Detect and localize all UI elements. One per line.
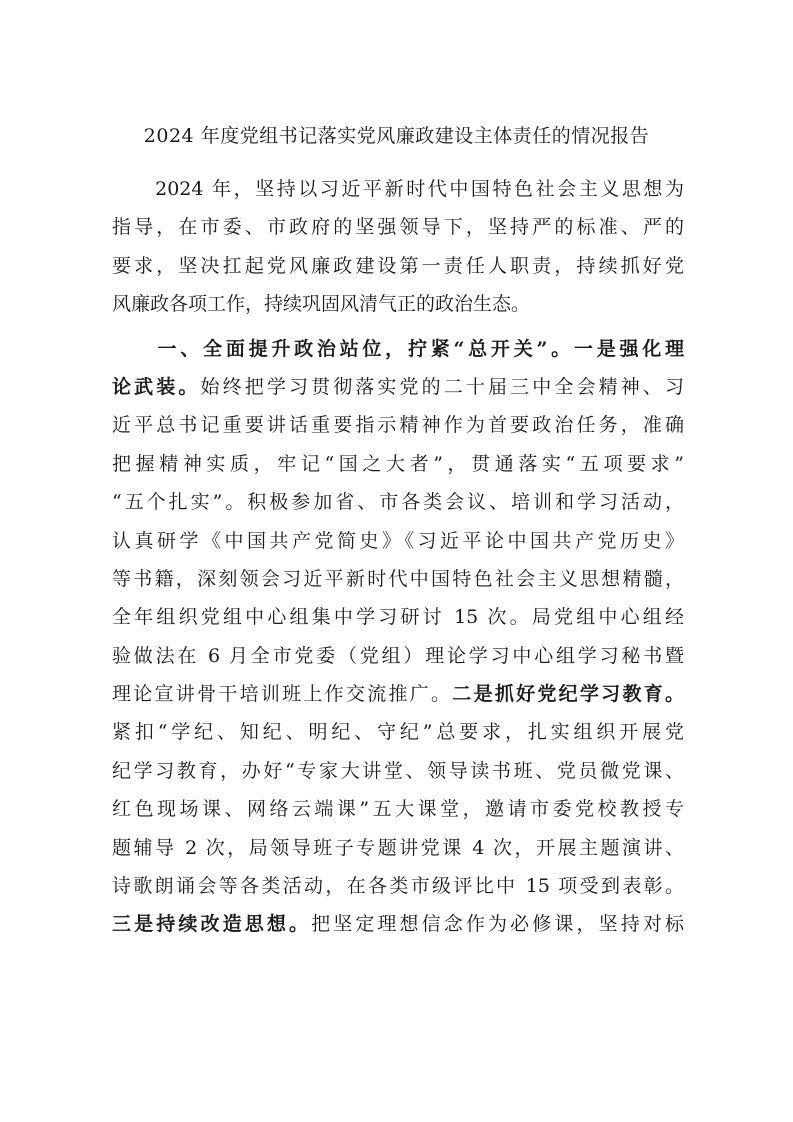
text-line [112, 637, 684, 675]
text-segment: 验做法在 6 月全市党委（党组）理论学习中心组学习秘书暨 [112, 644, 684, 667]
text-line [112, 247, 684, 285]
text-line [112, 675, 684, 713]
text-segment: 全年组织党组中心组集中学习研讨 15 次。局党组中心组经 [112, 606, 684, 629]
text-line [112, 829, 684, 867]
document-title: 2024 年度党组书记落实党风廉政建设主体责任的情况报告 [143, 125, 650, 147]
text-line [112, 752, 684, 790]
document-body [112, 170, 684, 944]
text-segment: “五个扎实”。积极参加省、市各类会议、培训和学习活动， [112, 491, 684, 514]
text-line [112, 170, 684, 208]
text-line [112, 208, 684, 246]
text-segment: 诗歌朗诵会等各类活动，在各类市级评比中 15 项受到表彰。 [112, 875, 684, 898]
text-segment: 题辅导 2 次，局领导班子专题讲党课 4 次，开展主题演讲、 [112, 836, 684, 859]
text-segment: 近平总书记重要讲话重要指示精神作为首要政治任务，准确 [112, 414, 684, 437]
paragraph [112, 330, 684, 944]
text-line [112, 483, 684, 521]
text-segment: 2024 年，坚持以习近平新时代中国特色社会主义思想为 [112, 178, 684, 200]
text-line [112, 368, 684, 406]
text-segment: 等书籍，深刻领会习近平新时代中国特色社会主义思想精髓， [112, 567, 684, 590]
text-line [112, 406, 684, 444]
bold-text: 一、全面提升政治站位，拧紧“总开关”。 [112, 337, 574, 360]
paragraph [112, 170, 684, 324]
text-segment: 纪学习教育，办好“专家大讲堂、领导读书班、党员微党课、 [112, 759, 684, 782]
text-segment: 红色现场课、网络云端课”五大课堂，邀请市委党校教授专 [112, 798, 684, 821]
bold-text: 论武装。 [112, 375, 201, 398]
text-line [112, 445, 684, 483]
text-line [112, 905, 684, 943]
text-segment: 认真研学《中国共产党简史》《习近平论中国共产党历史》 [112, 529, 684, 552]
text-line [112, 790, 684, 828]
text-segment: 指导，在市委、市政府的坚强领导下，坚持严的标准、严的 [112, 216, 684, 239]
text-line [112, 598, 684, 636]
text-segment: 始终把学习贯彻落实党的二十届三中全会精神、习 [200, 375, 684, 398]
text-line [112, 713, 684, 751]
text-segment: 风廉政各项工作，持续巩固风清气正的政治生态。 [112, 293, 531, 316]
text-segment: 把坚定理想信念作为必修课，坚持对标 [311, 913, 684, 936]
bold-text: 二是抓好党纪学习教育。 [452, 683, 684, 706]
bold-text: 三是持续改造思想。 [112, 913, 312, 936]
text-line [112, 330, 684, 368]
text-line [112, 560, 684, 598]
text-line [112, 285, 684, 323]
bold-text: 一是强化理 [573, 337, 684, 360]
text-segment: 紧扣“学纪、知纪、明纪、守纪”总要求，扎实组织开展党 [112, 721, 684, 744]
text-line [112, 867, 684, 905]
text-segment: 把握精神实质，牢记“国之大者”，贯通落实“五项要求” [112, 452, 684, 475]
text-segment: 要求，坚决扛起党风廉政建设第一责任人职责，持续抓好党 [112, 254, 684, 277]
text-segment: 理论宣讲骨干培训班上作交流推广。 [112, 683, 453, 706]
text-line [112, 522, 684, 560]
